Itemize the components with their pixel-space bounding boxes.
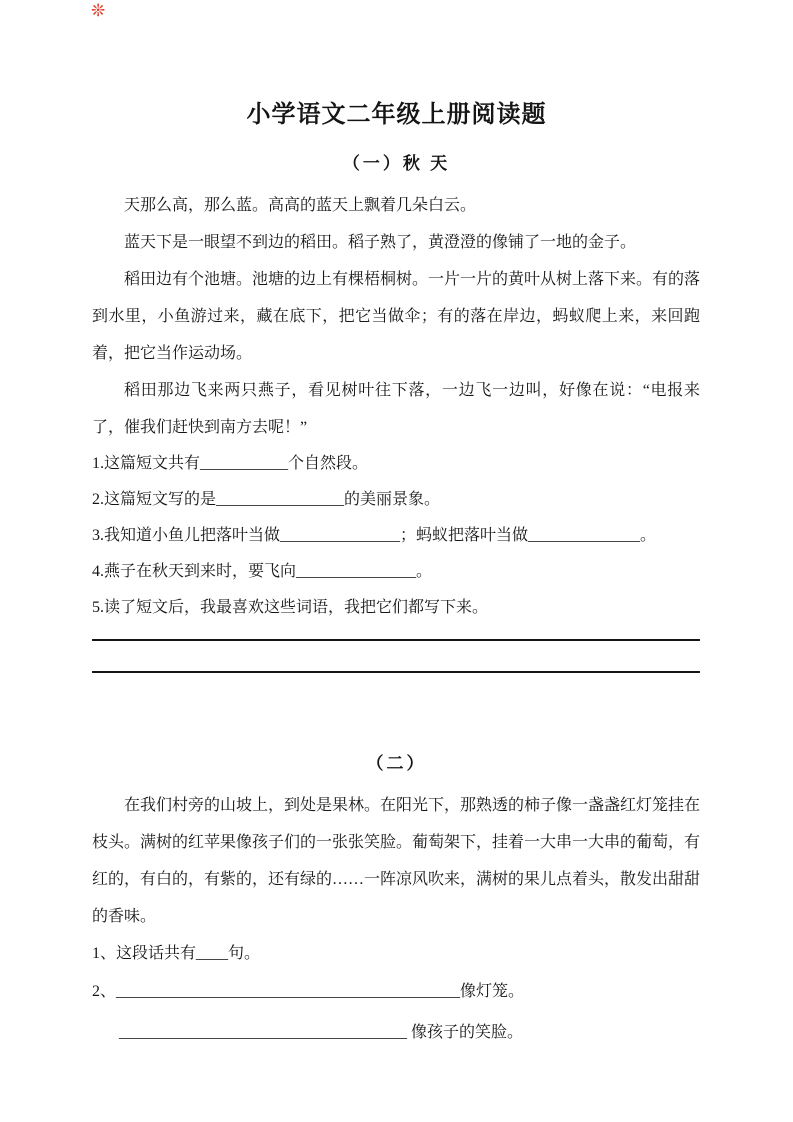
section1-question-1: 1.这篇短文共有___________个自然段。	[92, 455, 369, 472]
section1-paragraph-1: 天那么高，那么蓝。高高的蓝天上飘着几朵白云。	[124, 197, 477, 214]
section1-paragraph-2: 蓝天下是一眼望不到边的稻田。稻子熟了，黄澄澄的像铺了一地的金子。	[124, 234, 637, 251]
section1-question-4: 4.燕子在秋天到来时，要飞向_______________。	[92, 563, 433, 580]
section2-paragraph-1: 在我们村旁的山坡上，到处是果林。在阳光下，那熟透的柿子像一盏盏红灯笼挂在枝头。满树的红苹果像孩子们的一张张笑脸。葡萄架下，挂着一大串一大串的葡萄，有红的，有白的，有紫的，还有绿的……一阵凉风吹来，满树的果儿点着头，散发出甜甜的香味。	[92, 797, 701, 925]
section2-body	[0, 787, 793, 1052]
section1-question-5: 5.读了短文后，我最喜欢这些词语，我把它们都写下来。	[92, 599, 489, 616]
section2-question-1: 1、这段话共有____句。	[92, 945, 261, 962]
section2-question-2b: ____________________________________ 像孩子的笑脸。	[119, 1024, 524, 1041]
page-title: 小学语文二年级上册阅读题	[246, 102, 547, 128]
section2-heading: （二）	[366, 754, 427, 773]
answer-line	[92, 639, 700, 641]
answer-line	[92, 671, 700, 673]
section1-question-3: 3.我知道小鱼儿把落叶当做_______________；蚂蚁把落叶当做______________。	[92, 527, 657, 544]
section1-body	[0, 187, 793, 673]
section2-question-2a: 2、___________________________________________像灯笼。	[92, 983, 525, 1000]
section1-paragraph-3: 稻田边有个池塘。池塘的边上有棵梧桐树。一片一片的黄叶从树上落下来。有的落到水里，小鱼游过来，藏在底下，把它当做伞；有的落在岸边，蚂蚁爬上来，来回跑着，把它当作运动场。	[92, 271, 701, 362]
red-logo-icon: ❊	[91, 1, 106, 21]
section1-paragraph-4: 稻田那边飞来两只燕子，看见树叶往下落，一边飞一边叫，好像在说：“电报来了，催我们赶快到南方去呢！”	[92, 382, 700, 436]
section1-heading: （一）秋 天	[342, 154, 451, 173]
section1-question-2: 2.这篇短文写的是________________的美丽景象。	[92, 491, 441, 508]
